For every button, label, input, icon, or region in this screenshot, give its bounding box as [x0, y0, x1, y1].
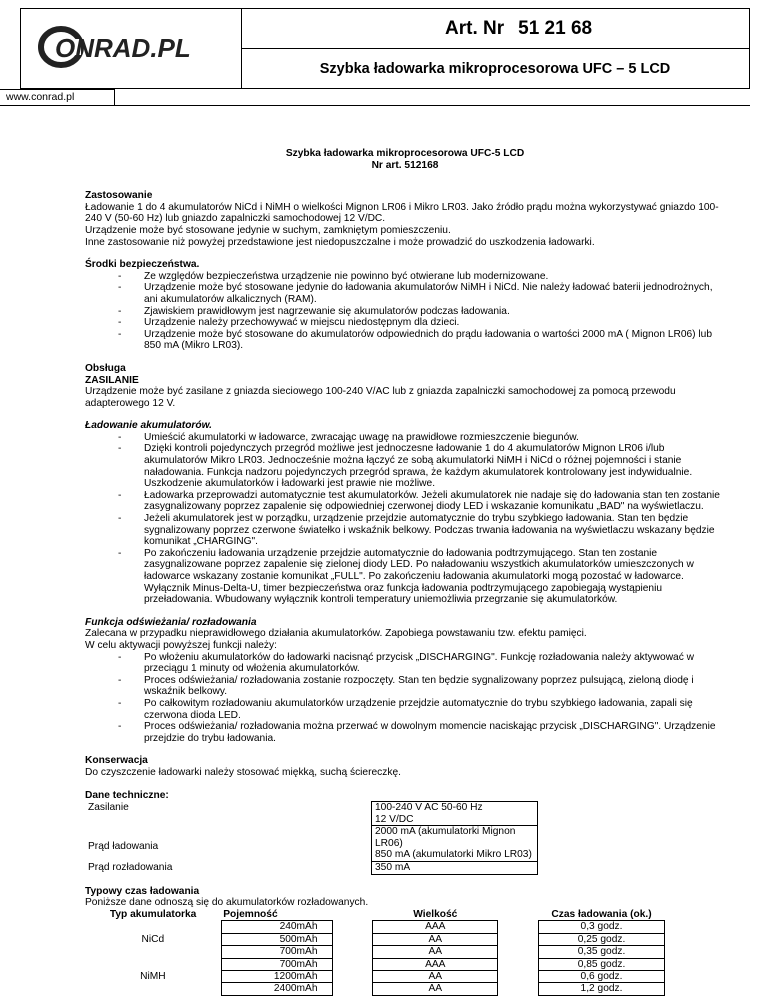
table-cell: 1,2 godz.	[539, 983, 665, 995]
list-item: - Ładowarka przeprowadzi automatycznie test akumulatorków. Jeżeli akumulatorek nie nadaje się do ładowania stan ten zostanie zasygnalizowany poprzez zapalenie się odpowiedniej czerwonej diody LED i wskazanie komunikatu „BAD" na wyświetlaczu.	[85, 490, 725, 513]
list-item: - Jeżeli akumulatorek jest w porządku, urządzenie przejdzie automatycznie do trybu szybkiego ładowania. Stan ten będzie sygnalizowany poprzez czerwone światełko i wskaźnik belkowy. Podczas trwania ładowania na wyświetlaczu wskazany będzie komunikat „CHARGING".	[85, 513, 725, 548]
spec-value	[372, 802, 538, 826]
paragraph: Ładowanie 1 do 4 akumulatorów NiCd i NiMH o wielkości Mignon LR06 i Mikro LR03. Jako źródło prądu można wykorzystywać gniazdo 100-240 V (50-60 Hz) lub gniazdo zapalniczki samochodowej 12 V/DC.	[85, 201, 719, 225]
list-item: - Po zakończeniu ładowania urządzenie przejdzie automatycznie do ładowania podtrzymującego. Stan ten zostanie zasygnalizowane poprzez zapalenie się zielonej diody LED. Po naładowaniu wszystkich akumulatorków umieszczonych w ładowarce wskazany zostanie komunikat „FULL". Po zakończeniu ładowania akumulatorki mogą pozostać w ładowarce. Wyłącznik Minus-Delta-U, timer bezpieczeństwa oraz funkcja ładowania podtrzymującego zapobiegają wystąpieniu przeładowania. Wbudowany wyłącznik kontroli temperatury uniemożliwia przegrzanie się akumulatorków.	[85, 548, 725, 606]
column-header: Wielkość	[413, 908, 458, 920]
list-item: - Urządzenie należy przechowywać w miejscu niedostępnym dla dzieci.	[85, 317, 725, 329]
charge-time-table	[85, 909, 665, 996]
section-funkcja	[85, 617, 725, 745]
list-item: - Umieścić akumulatorki w ładowarce, zwracając uwagę na prawidłowe rozmieszczenie biegunów.	[85, 432, 725, 444]
table-row	[85, 921, 665, 933]
section-typowy	[85, 886, 725, 996]
section-obsluga	[85, 363, 725, 409]
spec-key: Zasilanie	[85, 802, 372, 826]
url-label[interactable]: www.conrad.pl	[0, 89, 115, 106]
table-cell: AA	[373, 983, 498, 995]
section-heading: Ładowanie akumulatorów.	[85, 420, 212, 432]
section-dane	[85, 790, 725, 875]
logo-cell	[21, 9, 242, 88]
list-item: - Ze względów bezpieczeństwa urządzenie nie powinno być otwierane lub modernizowane.	[85, 271, 725, 283]
section-srodki	[85, 259, 725, 352]
section-zastosowanie	[85, 190, 725, 248]
table-cell: 0,85 godz.	[539, 958, 665, 970]
art-number	[241, 9, 749, 49]
spec-value	[372, 826, 538, 862]
battery-type: NiMH	[140, 971, 166, 983]
table-cell: AAA	[373, 921, 498, 933]
spec-value	[372, 862, 538, 875]
spec-key: Prąd ładowania	[85, 826, 372, 862]
section-subheading: ZASILANIE	[85, 374, 139, 386]
spec-table	[85, 801, 538, 875]
table-row	[85, 862, 538, 875]
table-cell: AAA	[373, 958, 498, 970]
column-header: Pojemność	[223, 908, 278, 920]
spec-value-line: 350 mA	[375, 862, 411, 874]
table-cell: 2400mAh	[221, 983, 332, 995]
list-item: - Po całkowitym rozładowaniu akumulatorków urządzenie przejdzie automatycznie do trybu szybkiego ładowania, zapali się czerwona dioda LED.	[85, 698, 725, 721]
art-value: 51 21 68	[518, 18, 593, 39]
header-box	[20, 8, 750, 89]
product-title: Szybka ładowarka mikroprocesorowa UFC – 5 LCD	[319, 61, 671, 77]
table-cell: 240mAh	[221, 921, 332, 933]
conrad-logo	[33, 19, 233, 79]
bullet-list	[85, 432, 725, 606]
paragraph: Zalecana w przypadku nieprawidłowego działania akumulatorków. Zapobiega powstawaniu tzw. efektu pamięci.	[85, 628, 587, 640]
table-cell: 1200mAh	[221, 971, 332, 983]
section-heading: Obsługa	[85, 362, 126, 374]
paragraph: Urządzenie może być stosowane jedynie w suchym, zamkniętym pomieszczeniu.	[85, 224, 451, 236]
doc-title: Szybka ładowarka mikroprocesorowa UFC-5 LCD	[285, 148, 525, 159]
section-heading: Typowy czas ładowania	[85, 885, 200, 897]
list-item: - Dzięki kontroli pojedynczych przegród możliwe jest jednoczesne ładowanie 1 do 4 akumulatorów Mignon LR06 i/lub akumulatorów Mikro LR03. Jednocześnie można łączyć ze sobą akumulatorki NiMH i NiCd o różnej pojemności i stanie naładowania. Funkcja nadzoru pojedynczych przegród sprawa, że każdym akumulatorek kontrolowany jest indywidualnie. Uszkodzenie akumulatorków i ładowarki jest prawie nie możliwe.	[85, 443, 725, 489]
bullet-list	[85, 652, 725, 745]
table-cell: 0,35 godz.	[539, 946, 665, 958]
section-heading: Konserwacja	[85, 755, 148, 767]
list-item: - Proces odświeżania/ rozładowania można przerwać w dowolnym momencie naciskając przycisk „DISCHARGING". Urządzenie przejdzie do trybu ładowania.	[85, 721, 725, 744]
divider	[115, 105, 750, 106]
art-label: Art. Nr	[445, 18, 505, 39]
table-cell: 0,3 godz.	[539, 921, 665, 933]
table-cell: 700mAh	[221, 958, 332, 970]
spec-value-line: 2000 mA (akumulatorki Mignon LR06)	[375, 826, 516, 849]
paragraph: Urządzenie może być zasilane z gniazda sieciowego 100-240 V/AC lub z gniazda zapalniczki samochodowej za pomocą przewodu adapterowego 12 V.	[85, 386, 676, 409]
document-body	[85, 148, 725, 996]
section-heading: Funkcja odświeżania/ rozładowania	[85, 616, 257, 628]
table-cell: AA	[373, 946, 498, 958]
bullet-list	[85, 271, 725, 352]
table-row	[85, 826, 538, 862]
table-row	[85, 958, 665, 970]
table-cell: 700mAh	[221, 946, 332, 958]
list-item: - Zjawiskiem prawidłowym jest nagrzewanie się akumulatorów podczas ładowania.	[85, 306, 725, 318]
section-ladowanie	[85, 420, 725, 606]
paragraph: Inne zastosowanie niż powyżej przedstawione jest niedopuszczalne i może prowadzić do uszkodzenia ładowarki.	[85, 236, 595, 248]
table-header-row	[85, 909, 665, 921]
section-heading: Środki bezpieczeństwa.	[85, 259, 200, 271]
paragraph: Do czyszczenie ładowarki należy stosować miękką, suchą ściereczkę.	[85, 766, 401, 778]
paragraph: W celu aktywacji powyższej funkcji należy:	[85, 639, 277, 651]
paragraph: Poniższe dane odnoszą się do akumulatorków rozładowanych.	[85, 897, 369, 909]
spec-key: Prąd rozładowania	[85, 862, 372, 875]
table-cell: AA	[373, 933, 498, 945]
list-item: - Po włożeniu akumulatorków do ładowarki nacisnąć przycisk „DISCHARGING". Funkcję rozładowania należy aktywować w przeciągu 1 minuty od włożenia akumulatorków.	[85, 652, 725, 675]
spec-value-line: 12 V/DC	[375, 813, 414, 825]
table-row	[85, 802, 538, 826]
table-cell: AA	[373, 971, 498, 983]
column-header: Czas ładowania (ok.)	[551, 908, 652, 920]
table-cell: 0,6 godz.	[539, 971, 665, 983]
list-item: - Urządzenie może być stosowane do akumulatorów odpowiednich do prądu ładowania o wartości 2000 mA ( Mignon LR06) lub 850 mA (Mikro LR03).	[85, 329, 725, 352]
section-konserwacja	[85, 755, 725, 778]
column-header: Typ akumulatorka	[109, 909, 197, 921]
table-cell: 0,25 godz.	[539, 933, 665, 945]
list-item: - Proces odświeżania/ rozładowania zostanie rozpoczęty. Stan ten będzie sygnalizowany poprzez pulsującą, zieloną diodę i wskaźnik belkowy.	[85, 675, 725, 698]
section-heading: Dane techniczne:	[85, 789, 169, 801]
battery-type: NiCd	[141, 933, 165, 945]
table-cell: 500mAh	[221, 933, 332, 945]
section-heading: Zastosowanie	[85, 190, 153, 202]
spec-value-line: 850 mA (akumulatorki Mikro LR03)	[375, 849, 532, 861]
list-item: - Urządzenie może być stosowane jedynie do ładowania akumulatorów NiMH i NiCd. Nie należy ładować baterii jednodrożnych, ani akumulatorów alkalicznych (RAM).	[85, 282, 725, 305]
spec-value-line: 100-240 V AC 50-60 Hz	[375, 802, 483, 814]
doc-subtitle: Nr art. 512168	[371, 159, 439, 171]
svg-text:ONRAD.PL: ONRAD.PL	[55, 33, 191, 63]
